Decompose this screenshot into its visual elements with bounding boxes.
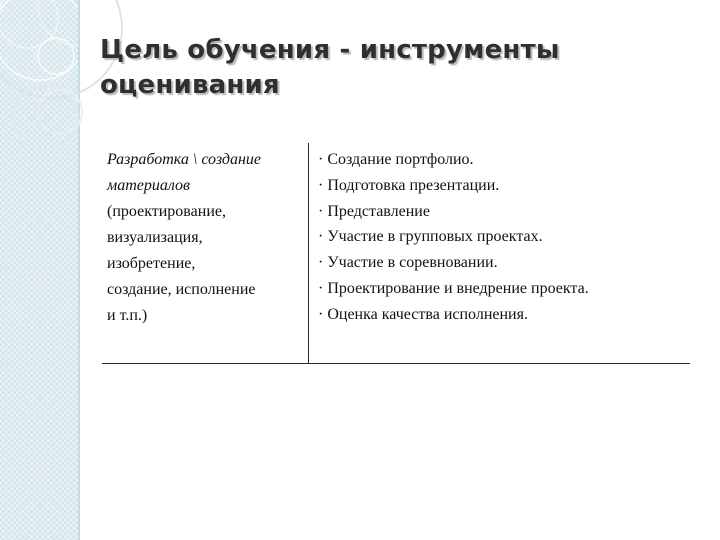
column-divider bbox=[308, 143, 309, 363]
list-item: · Подготовка презентации. bbox=[318, 176, 500, 194]
list-item: · Участие в групповых проектах. bbox=[318, 228, 543, 246]
list-item: · Участие в соревновании. bbox=[318, 254, 498, 272]
left-cell-line: изобретение, bbox=[107, 255, 196, 272]
left-cell-line: материалов bbox=[107, 177, 190, 194]
left-cell-line: Разработка \ создание bbox=[107, 151, 261, 168]
list-item: · Проектирование и внедрение проекта. bbox=[318, 279, 589, 297]
slide-title-line: оценивания bbox=[100, 70, 280, 100]
assessment-table bbox=[102, 143, 690, 364]
table-left-cell bbox=[107, 147, 305, 329]
list-item: · Оценка качества исполнения. bbox=[318, 305, 528, 323]
list-item: · Представление bbox=[318, 202, 430, 220]
sidebar-edge bbox=[78, 0, 80, 540]
table-right-cell bbox=[318, 147, 688, 328]
left-cell-line: визуализация, bbox=[107, 229, 203, 246]
list-item: · Создание портфолио. bbox=[318, 151, 474, 168]
slide-title bbox=[100, 33, 560, 103]
left-cell-line: создание, исполнение bbox=[107, 281, 256, 298]
left-cell-line: и т.п.) bbox=[107, 307, 148, 324]
slide-title-line: Цель обучения - инструменты bbox=[100, 35, 560, 65]
decorative-sidebar bbox=[0, 0, 80, 540]
left-cell-line: (проектирование, bbox=[107, 203, 226, 220]
decorative-circles bbox=[0, 0, 80, 540]
